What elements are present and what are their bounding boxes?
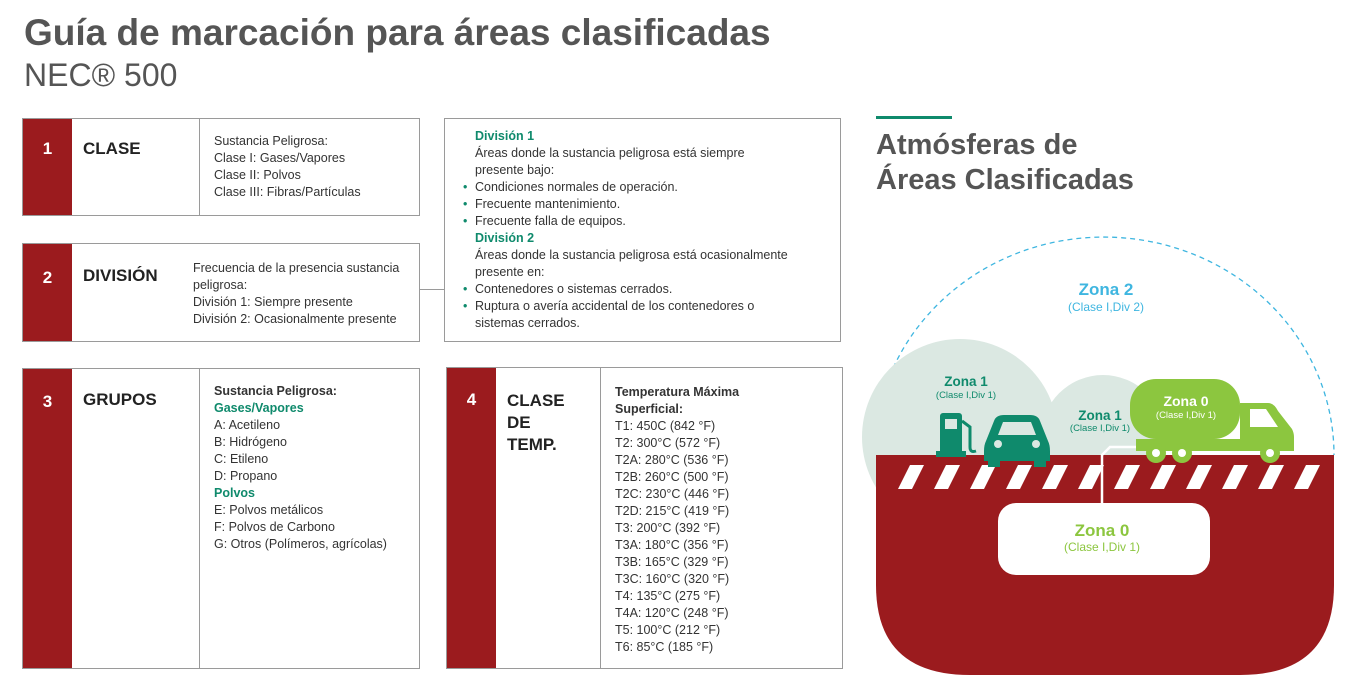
page-title: Guía de marcación para áreas clasificadas: [24, 12, 771, 53]
zona1-truck-title: Zona 1: [1078, 408, 1122, 423]
division2-bullet: • Ruptura o avería accidental de los contenedores o: [475, 298, 830, 315]
division1-bullet: • Condiciones normales de operación.: [475, 179, 830, 196]
division-detail-box: [444, 118, 841, 342]
atmospheres-title: Atmósferas de Áreas Clasificadas: [876, 129, 1134, 196]
card-description: Sustancia Peligrosa: Gases/Vapores A: Acetileno B: Hidrógeno C: Etileno D: Propano Polvos E: Polvos metálicos F: Polvos de Carbono G: Otros (Polímeros, agrícolas): [214, 384, 387, 551]
division1-title: División 1: [475, 129, 535, 143]
card-temp: [446, 367, 843, 669]
accent-rule: [876, 116, 952, 119]
zona0-truck-title: Zona 0: [1163, 393, 1209, 409]
connector-line: [419, 289, 444, 290]
car-icon: [984, 415, 1050, 467]
zona1-pump-subtitle: (Clase I,Div 1): [935, 390, 997, 401]
division1-bullet: • Frecuente mantenimiento.: [475, 196, 830, 213]
zona2-title: Zona 2: [1078, 280, 1134, 299]
division1-text: presente bajo:: [475, 163, 555, 177]
division2-bullet: • Contenedores o sistemas cerrados.: [475, 281, 830, 298]
page-subtitle: NEC® 500: [24, 57, 178, 93]
card-division: [22, 243, 420, 342]
card-description: Frecuencia de la presencia sustancia peligrosa: División 1: Siempre presente División 2: Ocasionalmente presente: [193, 261, 400, 326]
division2-bullet-cont: sistemas cerrados.: [475, 316, 580, 330]
zona1-truck-subtitle: (Clase I,Div 1): [1069, 423, 1131, 434]
card-description: Temperatura Máxima Superficial: T1: 450C (842 °F) T2: 300°C (572 °F) T2A: 280°C (536 °F) T2B: 260°C (500 °F) T2C: 230°C (446 °F) T2D: 215°C (419 °F) T3: 200°C (392 °F) T3A: 180°C (356 °F) T3B: 165°C (329 °F) T3C: 160°C (320 °F) T4: 135°C (275 °F) T4A: 120°C (248 °F) T5: 100°C (212 °F) T6: 85°C (185 °F): [615, 385, 740, 654]
zona2-subtitle: (Clase I,Div 2): [1067, 300, 1145, 314]
card-number: 3: [23, 369, 72, 668]
card-number: 1: [23, 119, 72, 215]
card-label: GRUPOS: [72, 369, 200, 668]
card-number: 2: [23, 244, 72, 341]
tanker-truck-icon: [1130, 379, 1294, 463]
classified-areas-diagram: [860, 215, 1350, 685]
division2-text: Áreas donde la sustancia peligrosa está ocasionalmente: [475, 248, 788, 262]
division2-text: presente en:: [475, 265, 545, 279]
card-grupos: [22, 368, 420, 669]
zona0-tank-subtitle: (Clase I,Div 1): [1063, 540, 1141, 554]
division2-title: División 2: [475, 231, 535, 245]
card-label: CLASE: [72, 119, 200, 215]
division1-bullet: • Frecuente falla de equipos.: [475, 213, 830, 230]
card-label: DIVISIÓN: [83, 266, 158, 285]
division1-text: Áreas donde la sustancia peligrosa está siempre: [475, 146, 745, 160]
card-description: Sustancia Peligrosa: Clase I: Gases/Vapores Clase II: Polvos Clase III: Fibras/Partículas: [214, 134, 361, 199]
zona1-pump-title: Zona 1: [944, 374, 988, 389]
card-label: CLASE DE TEMP.: [496, 368, 601, 668]
card-number: 4: [447, 368, 496, 668]
zona0-truck-subtitle: (Clase I,Div 1): [1155, 410, 1217, 421]
card-clase: [22, 118, 420, 216]
zona0-tank-title: Zona 0: [1074, 521, 1130, 540]
